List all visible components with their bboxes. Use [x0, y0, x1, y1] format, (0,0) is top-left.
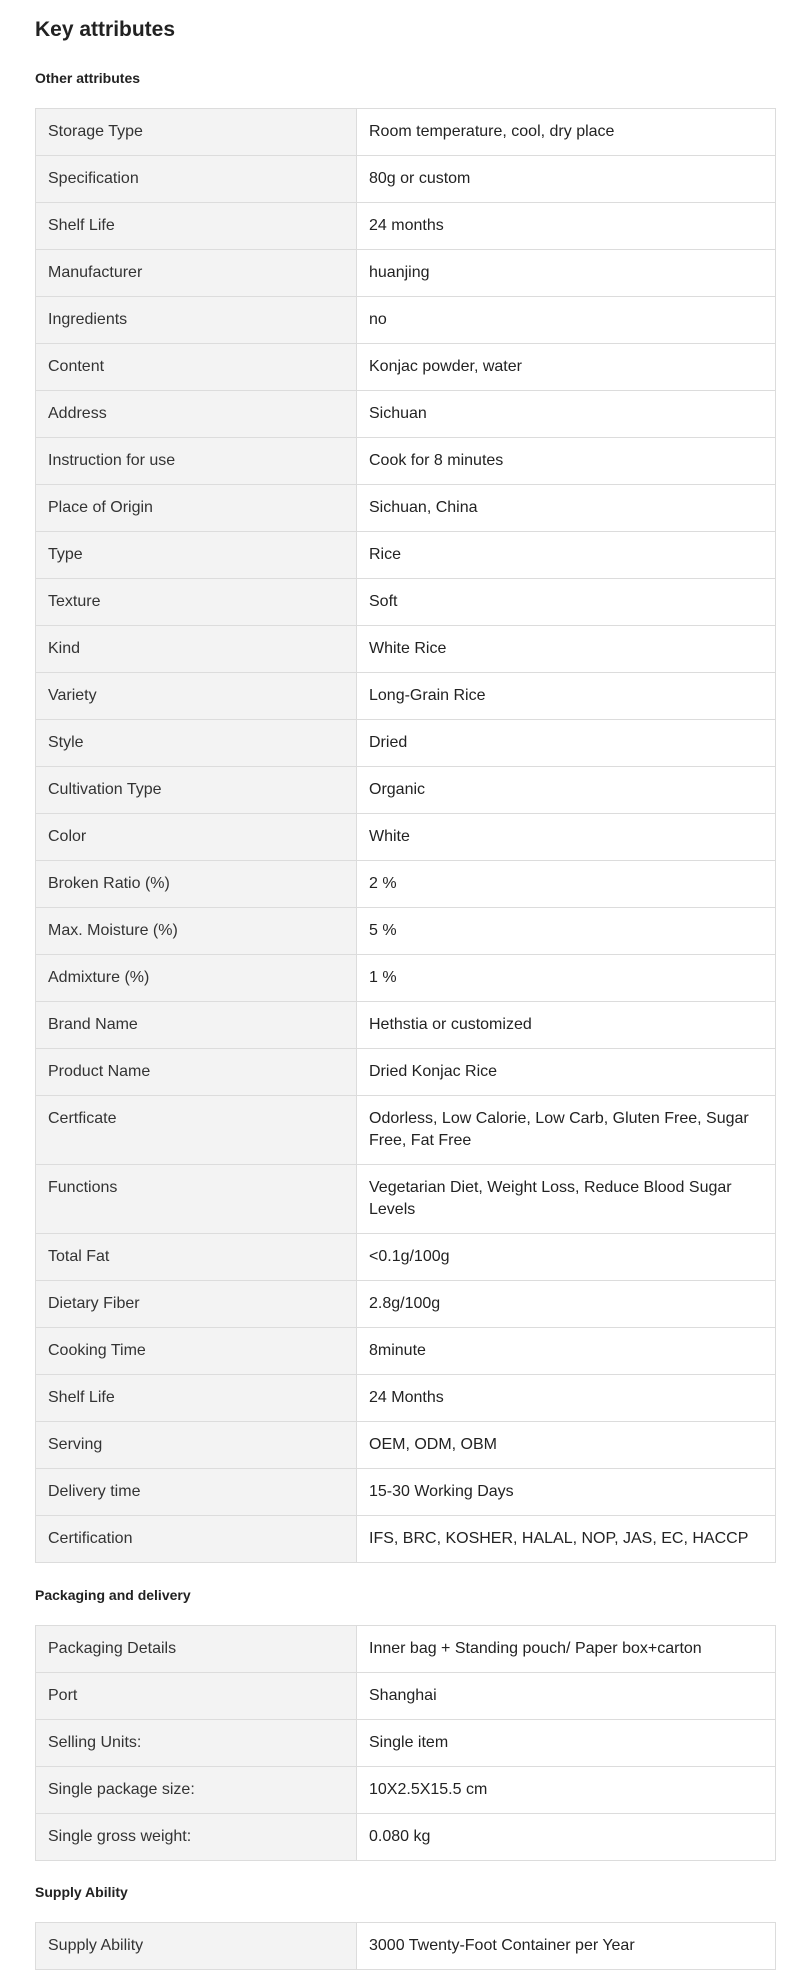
attribute-value: no [369, 311, 387, 328]
attribute-name: Shelf Life [48, 217, 115, 234]
table-row [36, 1328, 776, 1375]
attribute-value: 15-30 Working Days [369, 1483, 514, 1500]
attribute-value: Hethstia or customized [369, 1016, 532, 1033]
attribute-value: OEM, ODM, OBM [369, 1436, 497, 1453]
attribute-value-cell [357, 767, 776, 814]
attribute-value: Sichuan [369, 405, 427, 422]
attribute-value-cell [357, 1814, 776, 1861]
attribute-value: 1 % [369, 969, 397, 986]
attribute-name: Color [48, 828, 87, 845]
table-row [36, 1002, 776, 1049]
table-row [36, 438, 776, 485]
attribute-name: Admixture (%) [48, 969, 150, 986]
table-row [36, 1469, 776, 1516]
attribute-value: Organic [369, 781, 426, 798]
attribute-name: Packaging Details [48, 1640, 177, 1657]
attribute-value: Single item [369, 1734, 449, 1751]
attribute-name-cell [36, 1234, 357, 1281]
attribute-name-cell [36, 1281, 357, 1328]
attribute-value: Long-Grain Rice [369, 687, 486, 704]
attribute-name: Serving [48, 1436, 103, 1453]
attribute-value-cell [357, 1516, 776, 1563]
table-row [36, 344, 776, 391]
attribute-name: Shelf Life [48, 1389, 115, 1406]
table-row [36, 485, 776, 532]
attribute-value-cell [357, 156, 776, 203]
table-row [36, 250, 776, 297]
attribute-value: 10X2.5X15.5 cm [369, 1781, 488, 1798]
attribute-name-cell [36, 1375, 357, 1422]
attribute-name: Cooking Time [48, 1342, 146, 1359]
attribute-value: Konjac powder, water [369, 358, 522, 375]
attribute-value: 8minute [369, 1342, 426, 1359]
attribute-value: Sichuan, China [369, 499, 478, 516]
attribute-name-cell [36, 297, 357, 344]
attribute-name: Certficate [48, 1110, 117, 1127]
attribute-name: Texture [48, 593, 101, 610]
attribute-value-cell [357, 1720, 776, 1767]
attribute-value-cell [357, 908, 776, 955]
table-row [36, 1923, 776, 1970]
table-row [36, 1422, 776, 1469]
attribute-name-cell [36, 1673, 357, 1720]
supply-ability-table [35, 1922, 776, 1970]
attribute-name-cell [36, 1720, 357, 1767]
attribute-value-cell [357, 1923, 776, 1970]
attribute-value: 2.8g/100g [369, 1295, 441, 1312]
attribute-name: Certification [48, 1530, 133, 1547]
attribute-name: Functions [48, 1179, 118, 1196]
table-row [36, 861, 776, 908]
attribute-value: 24 Months [369, 1389, 444, 1406]
attribute-value-cell [357, 579, 776, 626]
attribute-name: Product Name [48, 1063, 151, 1080]
section-heading-packaging-delivery: Packaging and delivery [35, 1587, 191, 1603]
attribute-value: 5 % [369, 922, 397, 939]
attribute-name-cell [36, 1814, 357, 1861]
table-row [36, 626, 776, 673]
attribute-value-cell [357, 203, 776, 250]
table-row [36, 1281, 776, 1328]
attribute-name: Type [48, 546, 83, 563]
attribute-value-cell [357, 1234, 776, 1281]
attribute-value: Vegetarian Diet, Weight Loss, Reduce Blood Sugar Levels [369, 1179, 732, 1218]
table-row [36, 1626, 776, 1673]
attribute-name-cell [36, 250, 357, 297]
attribute-name-cell [36, 1096, 357, 1165]
attribute-value: White [369, 828, 410, 845]
attribute-value-cell [357, 1469, 776, 1516]
attribute-name: Address [48, 405, 107, 422]
table-row [36, 1049, 776, 1096]
attribute-name: Manufacturer [48, 264, 143, 281]
attribute-value: Room temperature, cool, dry place [369, 123, 615, 140]
attribute-value-cell [357, 109, 776, 156]
attribute-value-cell [357, 532, 776, 579]
table-row [36, 391, 776, 438]
attribute-value-cell [357, 1002, 776, 1049]
attribute-name-cell [36, 767, 357, 814]
table-row [36, 1234, 776, 1281]
attribute-value-cell [357, 297, 776, 344]
attribute-value: Shanghai [369, 1687, 437, 1704]
table-row [36, 203, 776, 250]
attribute-name-cell [36, 1422, 357, 1469]
attribute-name-cell [36, 579, 357, 626]
attribute-value: White Rice [369, 640, 447, 657]
section-heading-other-attributes: Other attributes [35, 70, 141, 86]
attribute-name: Variety [48, 687, 97, 704]
attribute-value-cell [357, 814, 776, 861]
table-row [36, 1096, 776, 1165]
attribute-name: Broken Ratio (%) [48, 875, 170, 892]
attribute-name: Storage Type [48, 123, 143, 140]
attribute-value-cell [357, 720, 776, 767]
attribute-value-cell [357, 485, 776, 532]
attribute-name-cell [36, 955, 357, 1002]
table-row [36, 720, 776, 767]
attribute-value-cell [357, 955, 776, 1002]
attribute-value-cell [357, 1096, 776, 1165]
attribute-value-cell [357, 861, 776, 908]
attribute-value: 80g or custom [369, 170, 471, 187]
attribute-name-cell [36, 1626, 357, 1673]
table-row [36, 814, 776, 861]
attribute-value-cell [357, 1165, 776, 1234]
attribute-name: Specification [48, 170, 139, 187]
attribute-name-cell [36, 1516, 357, 1563]
table-row [36, 297, 776, 344]
attribute-value: Odorless, Low Calorie, Low Carb, Gluten Free, Sugar Free, Fat Free [369, 1110, 749, 1149]
attribute-name-cell [36, 1002, 357, 1049]
attribute-value-cell [357, 626, 776, 673]
attribute-name: Port [48, 1687, 78, 1704]
attribute-value-cell [357, 1281, 776, 1328]
attribute-name-cell [36, 861, 357, 908]
attribute-name-cell [36, 1767, 357, 1814]
attribute-value: 3000 Twenty-Foot Container per Year [369, 1937, 635, 1954]
table-row [36, 1673, 776, 1720]
attribute-name: Delivery time [48, 1483, 141, 1500]
attribute-value-cell [357, 1673, 776, 1720]
table-row [36, 1165, 776, 1234]
table-row [36, 156, 776, 203]
attribute-value-cell [357, 1375, 776, 1422]
table-row [36, 1375, 776, 1422]
attribute-value-cell [357, 1767, 776, 1814]
table-row [36, 955, 776, 1002]
attribute-value: IFS, BRC, KOSHER, HALAL, NOP, JAS, EC, HACCP [369, 1530, 749, 1547]
attribute-value-cell [357, 391, 776, 438]
table-row [36, 767, 776, 814]
attribute-name: Single gross weight: [48, 1828, 192, 1845]
attribute-value-cell [357, 344, 776, 391]
attribute-name-cell [36, 626, 357, 673]
attribute-name-cell [36, 438, 357, 485]
attribute-name: Dietary Fiber [48, 1295, 140, 1312]
attribute-name-cell [36, 203, 357, 250]
attribute-name-cell [36, 344, 357, 391]
attribute-value: huanjing [369, 264, 430, 281]
page-title: Key attributes [35, 18, 176, 41]
attribute-name-cell [36, 485, 357, 532]
attribute-value-cell [357, 438, 776, 485]
attribute-name-cell [36, 1923, 357, 1970]
attribute-name-cell [36, 1049, 357, 1096]
attribute-name-cell [36, 532, 357, 579]
table-row [36, 1720, 776, 1767]
attribute-name-cell [36, 391, 357, 438]
attribute-name: Max. Moisture (%) [48, 922, 178, 939]
attribute-value: <0.1g/100g [369, 1248, 450, 1265]
attribute-name-cell [36, 673, 357, 720]
attribute-value: Dried [369, 734, 408, 751]
section-heading-supply-ability: Supply Ability [35, 1884, 128, 1900]
attribute-value-cell [357, 1328, 776, 1375]
attribute-value: Rice [369, 546, 402, 563]
packaging-delivery-table [35, 1625, 776, 1861]
attribute-name: Total Fat [48, 1248, 110, 1265]
table-row [36, 532, 776, 579]
table-row [36, 109, 776, 156]
attribute-value-cell [357, 1626, 776, 1673]
attribute-value: 0.080 kg [369, 1828, 431, 1845]
attribute-name-cell [36, 109, 357, 156]
attribute-name-cell [36, 1165, 357, 1234]
attribute-name-cell [36, 1469, 357, 1516]
attribute-name: Cultivation Type [48, 781, 162, 798]
attribute-name-cell [36, 156, 357, 203]
attribute-value-cell [357, 673, 776, 720]
attribute-name: Single package size: [48, 1781, 195, 1798]
attribute-name-cell [36, 720, 357, 767]
attribute-name: Content [48, 358, 105, 375]
attribute-name: Kind [48, 640, 81, 657]
attribute-value-cell [357, 1049, 776, 1096]
attribute-value: 24 months [369, 217, 444, 234]
attribute-value-cell [357, 250, 776, 297]
attribute-value: Soft [369, 593, 398, 610]
attribute-name: Selling Units: [48, 1734, 142, 1751]
attribute-name: Supply Ability [48, 1937, 144, 1954]
attribute-value: 2 % [369, 875, 397, 892]
attribute-name: Instruction for use [48, 452, 176, 469]
attribute-name: Style [48, 734, 84, 751]
table-row [36, 1814, 776, 1861]
attribute-value-cell [357, 1422, 776, 1469]
attribute-value: Inner bag + Standing pouch/ Paper box+carton [369, 1640, 702, 1657]
table-row [36, 579, 776, 626]
attribute-name-cell [36, 1328, 357, 1375]
attribute-name: Brand Name [48, 1016, 138, 1033]
table-row [36, 908, 776, 955]
table-row [36, 1516, 776, 1563]
attribute-name-cell [36, 814, 357, 861]
other-attributes-table [35, 108, 776, 1563]
attribute-name: Place of Origin [48, 499, 153, 516]
attribute-value: Cook for 8 minutes [369, 452, 504, 469]
attribute-name: Ingredients [48, 311, 128, 328]
table-row [36, 1767, 776, 1814]
table-row [36, 673, 776, 720]
attribute-name-cell [36, 908, 357, 955]
attribute-value: Dried Konjac Rice [369, 1063, 498, 1080]
